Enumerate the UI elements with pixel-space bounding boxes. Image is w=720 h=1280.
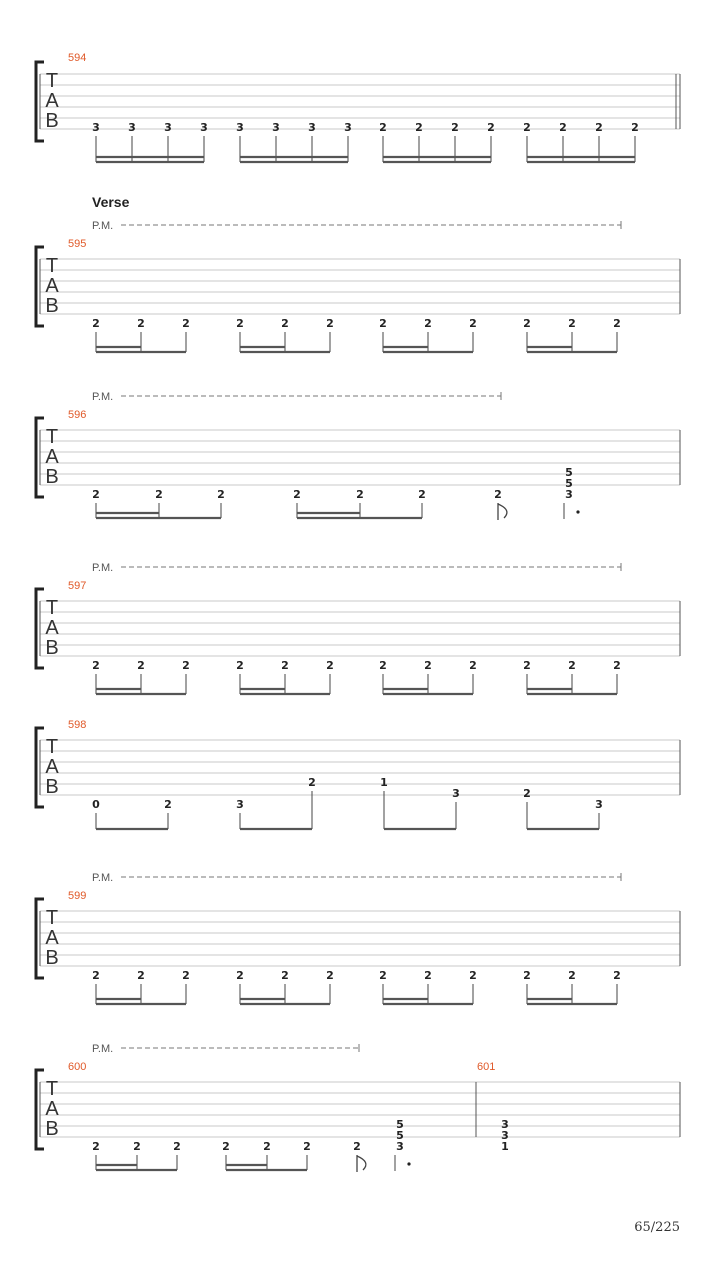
fret-number: 2 [155, 488, 163, 501]
fret-number: 2 [92, 1140, 100, 1153]
eighth-note-flag [357, 1155, 366, 1172]
measure-number: 595 [68, 238, 87, 250]
fret-number: 2 [236, 317, 244, 330]
fret-number: 3 [501, 1129, 509, 1142]
tab-letter: B [45, 947, 59, 969]
measure-number: 597 [68, 580, 87, 592]
fret-number: 1 [501, 1140, 509, 1153]
fret-number: 2 [164, 798, 172, 811]
fret-number: 2 [182, 317, 190, 330]
fret-number: 2 [568, 659, 576, 672]
fret-number: 3 [128, 121, 136, 134]
fret-number: 2 [281, 659, 289, 672]
fret-number: 5 [396, 1118, 404, 1131]
fret-number: 2 [326, 659, 334, 672]
tab-letter: B [45, 110, 59, 132]
fret-number: 2 [173, 1140, 181, 1153]
palm-mute-label: P.M. [92, 220, 114, 232]
tab-letter: T [45, 736, 59, 758]
fret-number: 3 [565, 488, 573, 501]
fret-number: 2 [137, 969, 145, 982]
tab-letter: T [45, 1078, 59, 1100]
fret-number: 2 [92, 488, 100, 501]
fret-number: 3 [200, 121, 208, 134]
fret-number: 2 [326, 969, 334, 982]
tab-letter: A [45, 1098, 59, 1120]
fret-number: 2 [559, 121, 567, 134]
fret-number: 3 [272, 121, 280, 134]
fret-number: 2 [451, 121, 459, 134]
fret-number: 2 [568, 317, 576, 330]
fret-number: 2 [595, 121, 603, 134]
fret-number: 2 [308, 776, 316, 789]
fret-number: 3 [344, 121, 352, 134]
fret-number: 2 [469, 317, 477, 330]
tab-letter: T [45, 70, 59, 92]
fret-number: 2 [281, 969, 289, 982]
measure-number: 601 [477, 1061, 496, 1073]
fret-number: 2 [613, 317, 621, 330]
tab-letter: T [45, 907, 59, 929]
fret-number: 2 [92, 659, 100, 672]
fret-number: 2 [182, 659, 190, 672]
fret-number: 2 [523, 969, 531, 982]
fret-number: 2 [415, 121, 423, 134]
fret-number: 2 [424, 317, 432, 330]
fret-number: 2 [182, 969, 190, 982]
tab-letter: A [45, 90, 59, 112]
measure-number: 598 [68, 719, 87, 731]
fret-number: 2 [236, 659, 244, 672]
dot [576, 510, 579, 513]
fret-number: 2 [379, 317, 387, 330]
fret-number: 0 [92, 798, 100, 811]
fret-number: 2 [217, 488, 225, 501]
tab-letter: A [45, 756, 59, 778]
fret-number: 5 [396, 1129, 404, 1142]
fret-number: 2 [222, 1140, 230, 1153]
fret-number: 3 [164, 121, 172, 134]
fret-number: 2 [469, 969, 477, 982]
measure-number: 600 [68, 1061, 87, 1073]
fret-number: 2 [281, 317, 289, 330]
fret-number: 2 [356, 488, 364, 501]
fret-number: 2 [236, 969, 244, 982]
fret-number: 2 [137, 659, 145, 672]
fret-number: 2 [92, 969, 100, 982]
tab-letter: B [45, 466, 59, 488]
fret-number: 2 [424, 969, 432, 982]
tab-letter: A [45, 617, 59, 639]
fret-number: 3 [396, 1140, 404, 1153]
fret-number: 3 [308, 121, 316, 134]
measure-number: 599 [68, 890, 87, 902]
tab-letter: B [45, 776, 59, 798]
fret-number: 2 [418, 488, 426, 501]
palm-mute-label: P.M. [92, 391, 114, 403]
fret-number: 3 [92, 121, 100, 134]
tab-letter: A [45, 446, 59, 468]
tab-letter: B [45, 1118, 59, 1140]
measure-number: 596 [68, 409, 87, 421]
fret-number: 3 [452, 787, 460, 800]
fret-number: 2 [469, 659, 477, 672]
tab-letter: T [45, 426, 59, 448]
palm-mute-label: P.M. [92, 562, 114, 574]
fret-number: 2 [523, 659, 531, 672]
fret-number: 1 [380, 776, 388, 789]
tab-letter: A [45, 275, 59, 297]
fret-number: 2 [613, 969, 621, 982]
fret-number: 2 [133, 1140, 141, 1153]
fret-number: 3 [501, 1118, 509, 1131]
fret-number: 2 [263, 1140, 271, 1153]
fret-number: 2 [379, 969, 387, 982]
tab-letter: B [45, 295, 59, 317]
fret-number: 2 [523, 121, 531, 134]
fret-number: 5 [565, 466, 573, 479]
fret-number: 2 [487, 121, 495, 134]
eighth-note-flag [498, 503, 507, 520]
measure-number: 594 [68, 52, 87, 64]
fret-number: 2 [353, 1140, 361, 1153]
palm-mute-label: P.M. [92, 1043, 114, 1055]
tab-letter: T [45, 597, 59, 619]
fret-number: 3 [236, 798, 244, 811]
fret-number: 2 [424, 659, 432, 672]
tab-letter: A [45, 927, 59, 949]
dot [407, 1162, 410, 1165]
fret-number: 2 [631, 121, 639, 134]
page-number: 65/225 [634, 1220, 680, 1235]
fret-number: 5 [565, 477, 573, 490]
palm-mute-label: P.M. [92, 872, 114, 884]
tab-letter: T [45, 255, 59, 277]
fret-number: 2 [137, 317, 145, 330]
fret-number: 2 [293, 488, 301, 501]
tab-letter: B [45, 637, 59, 659]
fret-number: 2 [379, 659, 387, 672]
fret-number: 2 [613, 659, 621, 672]
fret-number: 2 [568, 969, 576, 982]
fret-number: 2 [92, 317, 100, 330]
fret-number: 2 [523, 317, 531, 330]
fret-number: 2 [494, 488, 502, 501]
section-label: Verse [92, 194, 130, 210]
fret-number: 3 [595, 798, 603, 811]
fret-number: 2 [523, 787, 531, 800]
fret-number: 2 [303, 1140, 311, 1153]
fret-number: 2 [326, 317, 334, 330]
fret-number: 3 [236, 121, 244, 134]
fret-number: 2 [379, 121, 387, 134]
